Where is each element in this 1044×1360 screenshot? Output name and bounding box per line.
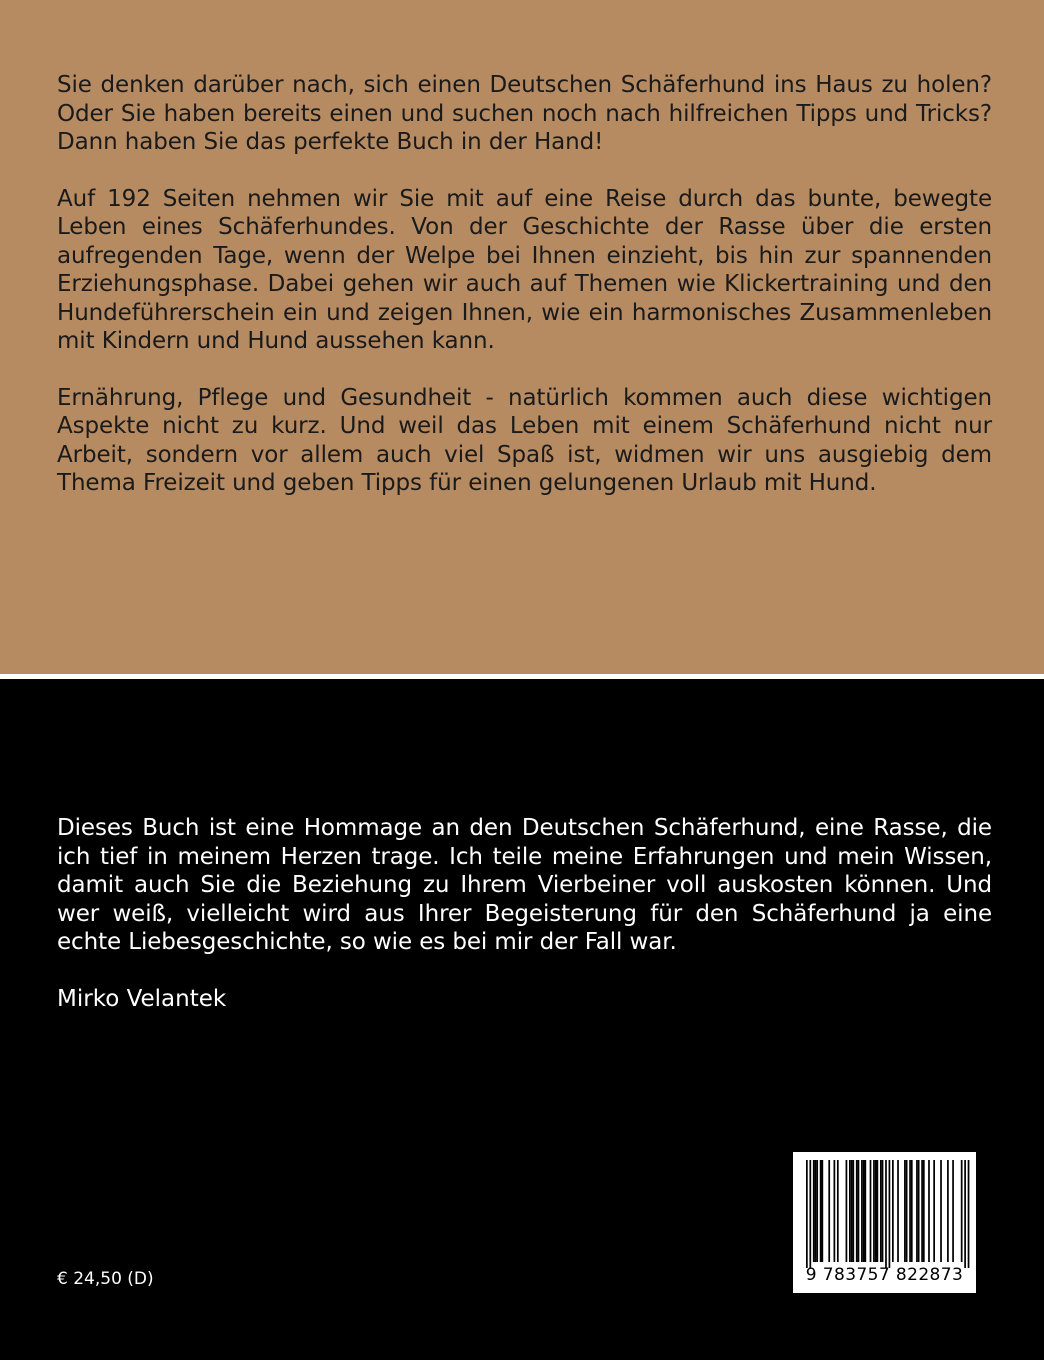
barcode-bar — [885, 1160, 887, 1268]
barcode-bar — [933, 1160, 935, 1262]
barcode-bar — [952, 1160, 954, 1262]
barcode-bar — [834, 1160, 836, 1262]
blurb-paragraph-1: Sie denken darüber nach, sich einen Deutschen Schäferhund ins Haus zu holen? Oder Sie haben bereits einen und suchen noch nach hilfreichen Tipps und Tricks? Dann haben Sie das perfekte Buch in der Hand! — [57, 72, 992, 155]
isbn-barcode — [793, 1152, 976, 1293]
barcode-bar — [806, 1160, 808, 1268]
price-label: € 24,50 (D) — [57, 1269, 154, 1289]
barcode-bar — [947, 1160, 949, 1262]
barcode-bar — [964, 1160, 966, 1268]
barcode-bar — [918, 1160, 920, 1262]
barcode-bar — [906, 1160, 908, 1262]
barcode-bar — [820, 1160, 822, 1262]
barcode-bar — [864, 1160, 866, 1262]
barcode-bar — [863, 1160, 865, 1262]
barcode-bar — [921, 1160, 923, 1262]
barcode-bar — [856, 1160, 858, 1262]
barcode-bar — [904, 1160, 906, 1262]
barcode-bar — [877, 1160, 879, 1262]
blurb-text — [57, 71, 992, 526]
barcode-bar — [821, 1160, 823, 1262]
barcode-bar — [846, 1160, 848, 1262]
barcode-bar — [911, 1160, 913, 1262]
barcode-bar — [858, 1160, 860, 1262]
author-name: Mirko Velantek — [57, 986, 227, 1012]
barcode-bar — [813, 1160, 815, 1262]
barcode-bar — [880, 1160, 882, 1262]
barcode-bar — [916, 1160, 918, 1262]
barcode-bar — [909, 1160, 911, 1262]
blurb-paragraph-2: Auf 192 Seiten nehmen wir Sie mit auf eine Reise durch das bunte, bewegte Leben eines Schäferhundes. Von der Geschichte der Rasse über die ersten aufregenden Tage, wenn der Welpe bei Ihnen einzieht, bis hin zur spannenden Erziehungsphase. Dabei gehen wir auch auf Themen wie Klickertraining und den Hundeführerschein ein und zeigen Ihnen, wie ein harmonisches Zusammenleben mit Kindern und Hund aussehen kann. — [57, 185, 992, 354]
barcode-bar — [815, 1160, 817, 1262]
isbn-number: 9 783757 822873 — [805, 1265, 964, 1285]
barcode-bar — [852, 1160, 854, 1262]
barcode-bar — [889, 1160, 891, 1268]
barcode-bar — [928, 1160, 930, 1262]
author-note — [57, 814, 992, 957]
author-note-paragraph: Dieses Buch ist eine Hommage an den Deutschen Schäferhund, eine Rasse, die ich tief in meinem Herzen trage. Ich teile meine Erfahrungen und mein Wissen, damit auch Sie die Beziehung zu Ihrem Vierbeiner voll auskosten können. Und wer weiß, vielleicht wird aus Ihrer Begeisterung für den Schäferhund ja eine echte Liebesgeschichte, so wie es bei mir der Fall war. — [57, 815, 992, 955]
barcode-bar — [837, 1160, 839, 1262]
barcode-bar — [875, 1160, 877, 1262]
barcode-bar — [940, 1160, 942, 1262]
barcode-bar — [892, 1160, 894, 1262]
barcode-bar — [882, 1160, 884, 1262]
barcode-bar — [828, 1160, 830, 1262]
barcode-bar — [961, 1160, 963, 1262]
barcode-bar — [851, 1160, 853, 1262]
barcode-bar — [809, 1160, 811, 1268]
barcode-bar — [968, 1160, 970, 1268]
top-panel — [0, 0, 1044, 674]
barcode-bar — [861, 1160, 863, 1262]
barcode-bar — [816, 1160, 818, 1262]
barcode-bar — [897, 1160, 899, 1262]
barcode-bar — [873, 1160, 875, 1262]
barcode-bar — [923, 1160, 925, 1262]
barcode-bar — [849, 1160, 851, 1262]
blurb-paragraph-3: Ernährung, Pflege und Gesundheit - natürlich kommen auch diese wichtigen Aspekte nicht zu kurz. Und weil das Leben mit einem Schäferhund nicht nur Arbeit, sondern vor allem auch viel Spaß ist, widmen wir uns ausgiebig dem Thema Freizeit und geben Tipps für einen gelungenen Urlaub mit Hund. — [57, 384, 992, 496]
barcode-bar — [870, 1160, 872, 1262]
